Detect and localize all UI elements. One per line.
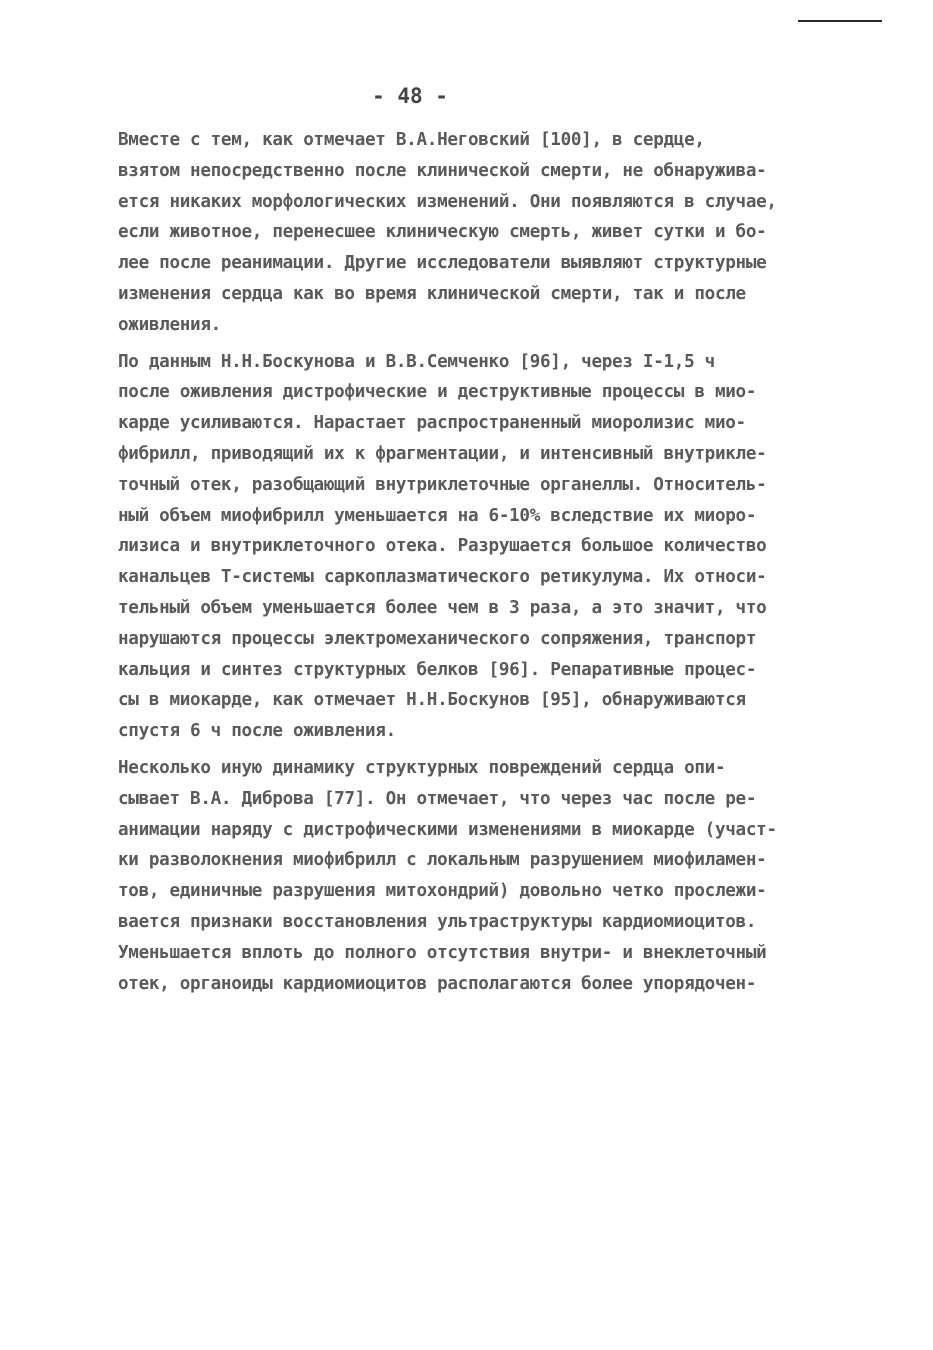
text-line: точный отек, разобщающий внутриклеточные органеллы. Относитель-: [118, 474, 767, 495]
text-line: сы в миокарде, как отмечает Н.Н.Боскунов [95], обнаруживаются: [118, 690, 746, 711]
body-text: [118, 125, 840, 999]
text-line: ется никаких морфологических изменений. Они появляются в случае,: [118, 191, 777, 212]
text-line: лизиса и внутриклеточного отека. Разрушается большое количество: [118, 536, 767, 557]
text-line: канальцев Т-системы саркоплазматического ретикулума. Их относи-: [118, 567, 767, 588]
text-line: По данным Н.Н.Боскунова и В.В.Семченко [96], через I-1,5 ч: [118, 351, 715, 372]
text-line: фибрилл, приводящий их к фрагментации, и интенсивный внутрикле-: [118, 443, 767, 464]
text-line: Несколько иную динамику структурных повреждений сердца опи-: [118, 757, 726, 778]
text-line: если животное, перенесшее клиническую смерть, живет сутки и бо-: [118, 222, 767, 243]
corner-rule: [798, 20, 882, 22]
text-line: после оживления дистрофические и деструктивные процессы в мио-: [118, 382, 757, 403]
text-line: взятом непосредственно после клинической смерти, не обнаружива-: [118, 160, 767, 181]
text-line: лее после реанимации. Другие исследователи выявляют структурные: [118, 253, 767, 274]
text-line: нарушаются процессы электромеханического сопряжения, транспорт: [118, 628, 757, 649]
text-line: анимации наряду с дистрофическими изменениями в миокарде (участ-: [118, 819, 777, 840]
text-line: кальция и синтез структурных белков [96]. Репаративные процес-: [118, 659, 757, 680]
text-line: тельный объем уменьшается более чем в 3 раза, а это значит, что: [118, 597, 767, 618]
page-number: - 48 -: [372, 84, 448, 108]
text-line: ки разволокнения миофибрилл с локальным разрушением миофиламен-: [118, 850, 767, 871]
text-line: изменения сердца как во время клинической смерти, так и после: [118, 283, 746, 304]
text-line: вается признаки восстановления ультраструктуры кардиомиоцитов.: [118, 911, 757, 932]
text-line: спустя 6 ч после оживления.: [118, 721, 396, 742]
text-line: оживления.: [118, 314, 221, 335]
text-line: Вместе с тем, как отмечает В.А.Неговский [100], в сердце,: [118, 130, 705, 150]
paragraph: [118, 347, 840, 747]
paragraph: [118, 125, 840, 341]
text-line: ный объем миофибрилл уменьшается на 6-10% вследствие их миоро-: [118, 505, 757, 526]
text-line: отек, органоиды кардиомиоцитов располагаются более упорядочен-: [118, 973, 757, 994]
text-line: Уменьшается вплоть до полного отсутствия внутри- и внеклеточный: [118, 942, 767, 963]
text-line: сывает В.А. Диброва [77]. Он отмечает, что через час после ре-: [118, 788, 757, 809]
paragraph: [118, 753, 840, 999]
text-line: карде усиливаются. Нарастает распространенный миоролизис мио-: [118, 413, 746, 434]
text-line: тов, единичные разрушения митохондрий) довольно четко прослежи-: [118, 881, 767, 902]
